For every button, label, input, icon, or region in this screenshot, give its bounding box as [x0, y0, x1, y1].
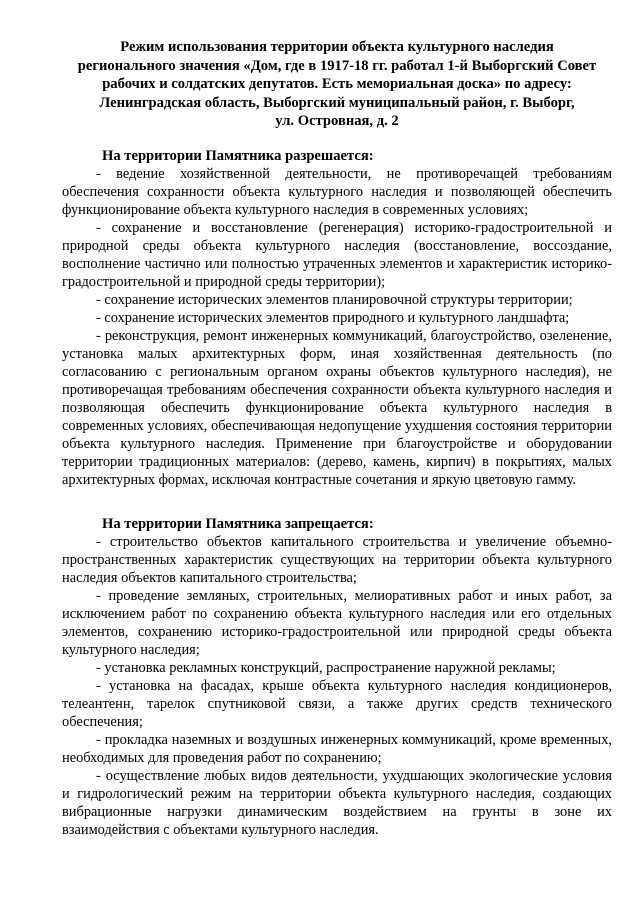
document-page: [62, 38, 612, 839]
prohibited-item: - установка на фасадах, крыше объекта культурного наследия кондиционеров, телеантенн, тарелок спутниковой связи, а также других средств технического обеспечения;: [62, 677, 612, 730]
allowed-item: - ведение хозяйственной деятельности, не противоречащей требованиям обеспечения сохранности объекта культурного наследия и позволяющей обеспечить функционирование объекта культурного наследия в современных условиях;: [62, 165, 612, 218]
allowed-item: - сохранение исторических элементов природного и культурного ландшафта;: [96, 309, 570, 326]
document-title: [62, 38, 612, 131]
prohibited-heading: На территории Памятника запрещается:: [102, 515, 374, 532]
prohibited-item: - строительство объектов капитального строительства и увеличение объемно-пространственных характеристик существующих на территории объекта культурного наследия объектов капитального строительства;: [62, 533, 612, 586]
title-line: рабочих и солдатских депутатов. Есть мемориальная доска» по адресу:: [102, 76, 572, 93]
title-line: Режим использования территории объекта культурного наследия: [120, 39, 554, 55]
allowed-heading: На территории Памятника разрешается:: [102, 147, 374, 164]
prohibited-item: - проведение земляных, строительных, мелиоративных работ и иных работ, за исключением работ по сохранению объекта культурного наследия или его отдельных элементов, сохранению историко-градостроительной или природной среды объекта культурного наследия;: [62, 587, 612, 658]
prohibited-section: [62, 515, 612, 839]
prohibited-item: - прокладка наземных и воздушных инженерных коммуникаций, кроме временных, необходимых для проведения работ по сохранению;: [62, 731, 612, 766]
allowed-section: [62, 147, 612, 489]
allowed-item: - реконструкция, ремонт инженерных коммуникаций, благоустройство, озеленение, установка малых архитектурных форм, иная хозяйственная деятельность (по согласованию с региональным органом охраны объектов культурного наследия), не противоречащая требованиям обеспечения сохранности объекта культурного наследия и позволяющая обеспечить функционирование объекта культурного наследия в современных условиях, обеспечивающая недопущение ухудшения состояния территории объекта культурного наследия. Применение при благоустройстве и оборудовании территории традиционных материалов: (дерево, камень, кирпич) в покрытиях, малых архитектурных формах, исключая контрастные сочетания и яркую цветовую гамму.: [62, 327, 612, 488]
title-line: Ленинградская область, Выборгский муниципальный район, г. Выборг,: [99, 94, 575, 111]
allowed-item: - сохранение и восстановление (регенерация) историко-градостроительной и природной среды объекта культурного наследия (восстановление, воссоздание, восполнение частично или полностью утраченных элементов и характеристик историко-градостроительной и природной среды территории);: [62, 219, 612, 290]
prohibited-item: - установка рекламных конструкций, распространение наружной рекламы;: [96, 659, 556, 676]
allowed-item: - сохранение исторических элементов планировочной структуры территории;: [96, 291, 573, 308]
title-line: регионального значения «Дом, где в 1917-18 гг. работал 1-й Выборгский Совет: [77, 57, 597, 74]
prohibited-item: - осуществление любых видов деятельности, ухудшающих экологические условия и гидрологический режим на территории объекта культурного наследия, создающих вибрационные нагрузки динамическим воздействием на грунты в зоне их взаимодействия с объектами культурного наследия.: [62, 767, 612, 838]
title-line: ул. Островная, д. 2: [275, 113, 399, 130]
